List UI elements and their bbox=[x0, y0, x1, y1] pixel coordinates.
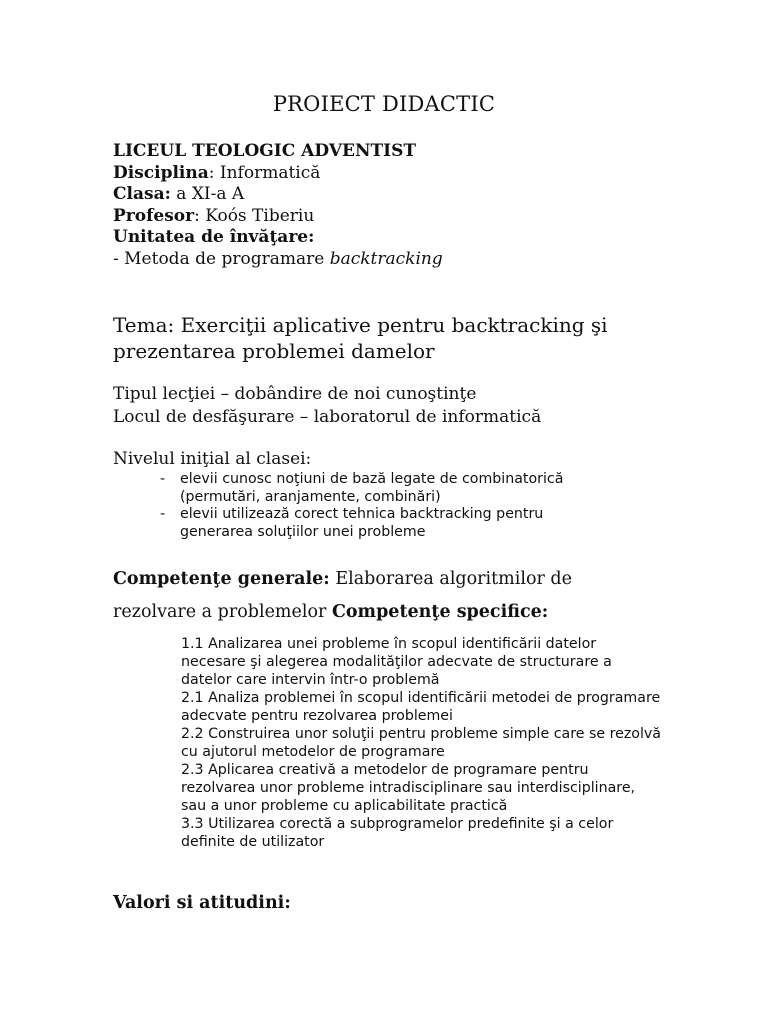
dash-bullet-icon: - bbox=[160, 506, 166, 522]
values-heading: Valori si atitudini: bbox=[113, 893, 291, 913]
school-name: LICEUL TEOLOGIC ADVENTIST bbox=[113, 141, 417, 161]
initial-level-list bbox=[160, 471, 620, 541]
lesson-theme bbox=[113, 312, 673, 364]
list-item: 1.1 Analizarea unei probleme în scopul identificării datelor necesare şi alegerea modalităţilor adecvate de structurare a datelor care intervin într-o problemă bbox=[181, 636, 612, 688]
lesson-location: Locul de desfăşurare – laboratorul de informatică bbox=[113, 407, 542, 427]
list-item: 2.3 Aplicarea creativă a metodelor de programare pentru rezolvarea unor probleme intradisciplinare sau interdisciplinare, sau a unor probleme cu aplicabilitate practică bbox=[181, 762, 636, 814]
specific-competences-title: Competenţe specifice: bbox=[331, 602, 549, 622]
general-competences: Competenţe generale: Elaborarea algoritmilor de bbox=[113, 569, 572, 589]
method-line: - Metoda de programare backtracking bbox=[113, 248, 443, 269]
list-item: 3.3 Utilizarea corectă a subprogramelor predefinite şi a celor definite de utilizator bbox=[181, 816, 614, 850]
theme-text: Exerciţii aplicative pentru backtracking şi prezentarea problemei damelor bbox=[113, 313, 608, 363]
dash-bullet-icon: - bbox=[160, 471, 166, 487]
theme-label: Tema: bbox=[113, 313, 181, 337]
teacher-line: Profesor: Koós Tiberiu bbox=[113, 205, 315, 226]
list-item: 2.1 Analiza problemei în scopul identificării metodei de programare adecvate pentru rezolvarea problemei bbox=[181, 690, 661, 724]
list-item: - elevii utilizează corect tehnica backtracking pentru generarea soluţiilor unei probleme bbox=[160, 506, 544, 540]
unit-line: Unitatea de învăţare: bbox=[113, 227, 315, 247]
specific-competences-list bbox=[181, 635, 661, 851]
list-item: - elevii cunosc noţiuni de bază legate de combinatorică (permutări, aranjamente, combinări) bbox=[160, 471, 564, 505]
header-info-block bbox=[113, 141, 443, 270]
initial-level-title: Nivelul iniţial al clasei: bbox=[113, 449, 312, 469]
class-line: Clasa: a XI-a A bbox=[113, 184, 245, 204]
document-title: PROIECT DIDACTIC bbox=[272, 92, 496, 116]
list-item: 2.2 Construirea unor soluţii pentru probleme simple care se rezolvă cu ajutorul metodelor de programare bbox=[181, 726, 661, 760]
lesson-meta bbox=[113, 383, 541, 429]
lesson-type: Tipul lecţiei – dobândire de noi cunoştinţe bbox=[113, 384, 477, 404]
general-competences-continued: rezolvare a problemelor Competenţe specifice: bbox=[113, 602, 549, 622]
discipline-line: Disciplina: Informatică bbox=[113, 162, 321, 183]
